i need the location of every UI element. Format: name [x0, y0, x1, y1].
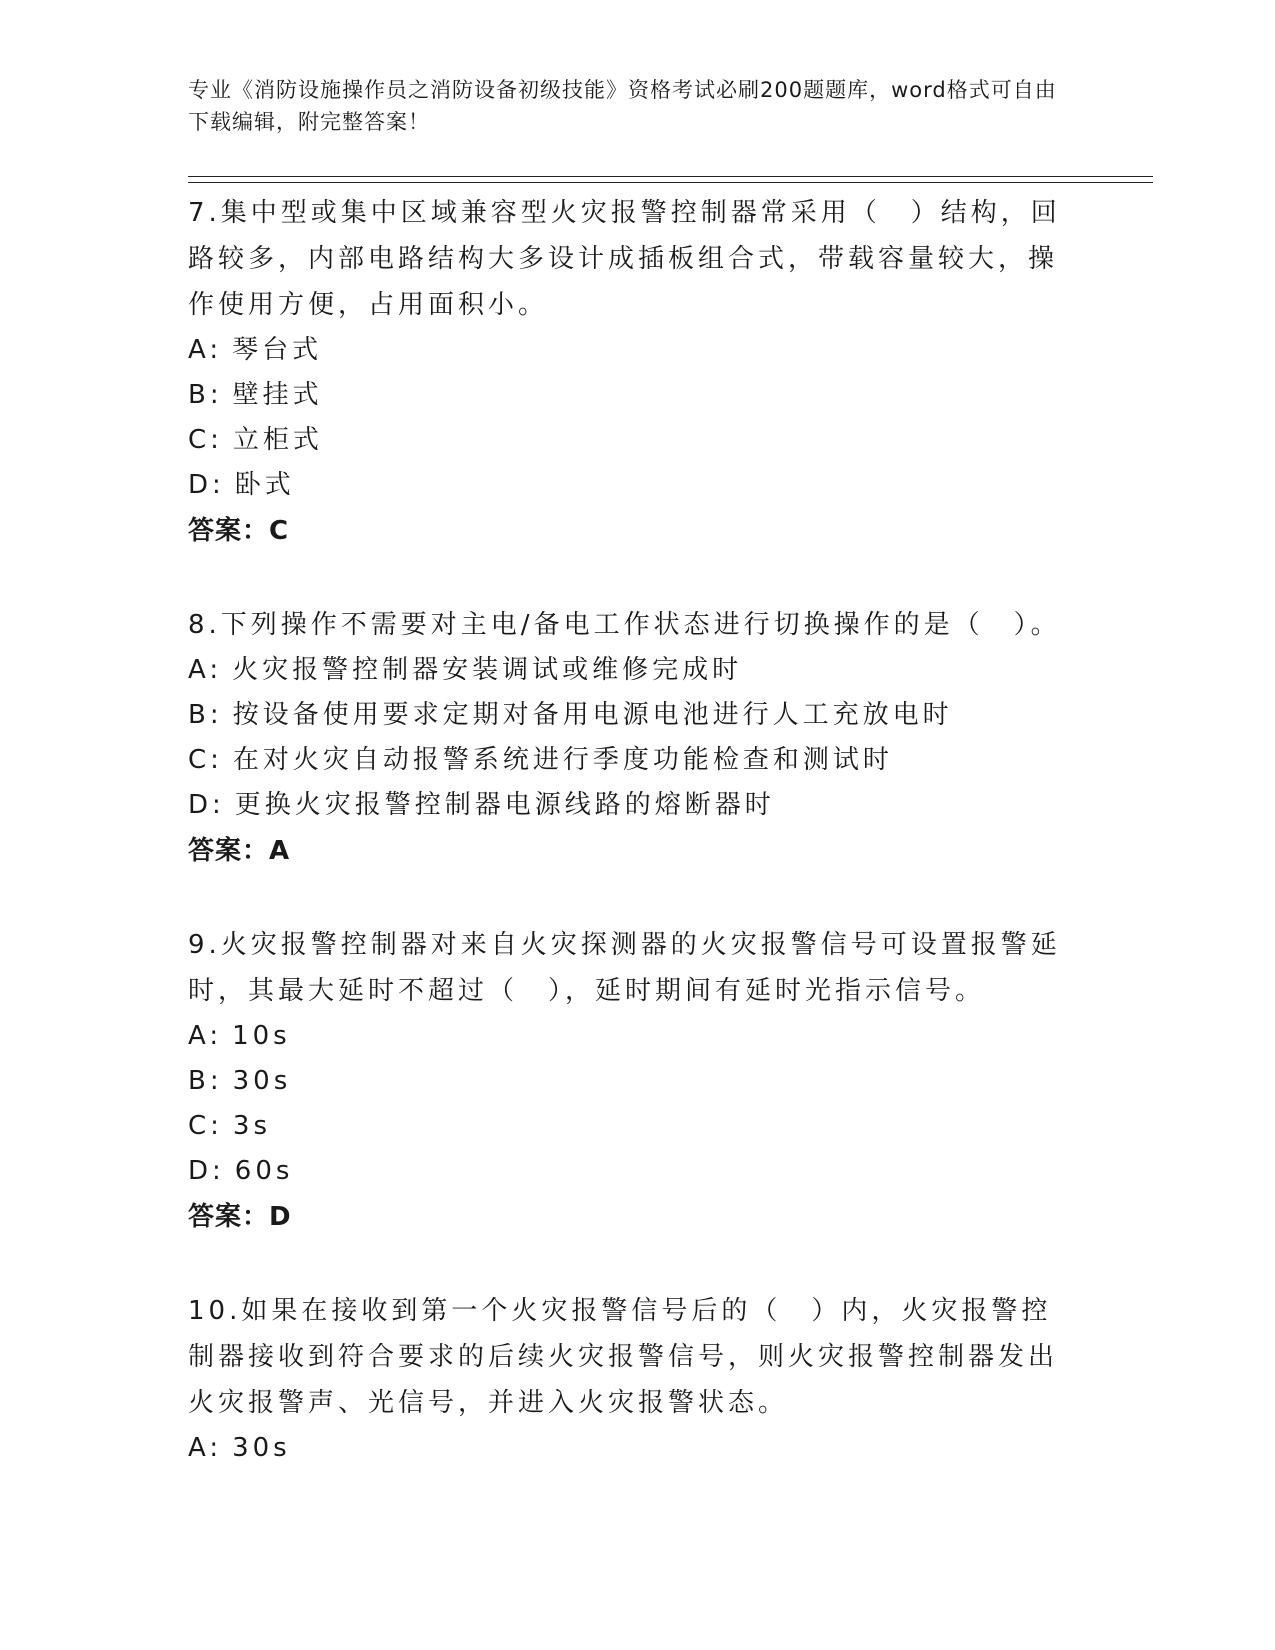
option-a: [188, 328, 1068, 373]
option-key: A:: [188, 335, 223, 365]
option-b: [188, 373, 1068, 418]
option-key: B:: [188, 1066, 223, 1096]
option-text: 卧式: [234, 470, 295, 500]
option-key: D:: [188, 470, 225, 500]
option-key: A:: [188, 1021, 223, 1051]
document-header: 专业《消防设施操作员之消防设备初级技能》资格考试必刷200题题库，word格式可自由下载编辑，附完整答案！: [188, 78, 1057, 134]
header-divider-bottom: [188, 182, 1153, 183]
question-stem: 10.如果在接收到第一个火灾报警信号后的（ ）内，火灾报警控制器接收到符合要求的后续火灾报警信号，则火灾报警控制器发出火灾报警声、光信号，并进入火灾报警状态。: [188, 1296, 1059, 1418]
question-item: [188, 602, 1068, 874]
option-text: 60s: [234, 1156, 294, 1186]
option-text: 10s: [232, 1021, 291, 1051]
option-d: [188, 463, 1068, 508]
option-key: C:: [188, 745, 223, 775]
option-d: [188, 783, 1068, 828]
option-key: C:: [188, 425, 223, 455]
option-text: 琴台式: [232, 335, 323, 365]
answer-line: 答案：C: [188, 516, 290, 546]
question-item: [188, 922, 1068, 1240]
option-b: [188, 1059, 1068, 1104]
option-text: 火灾报警控制器安装调试或维修完成时: [232, 655, 743, 685]
option-text: 30s: [232, 1433, 291, 1463]
question-list: [188, 190, 1068, 1519]
question-item: [188, 190, 1068, 554]
option-c: [188, 1104, 1068, 1149]
option-a: [188, 1014, 1068, 1059]
option-key: D:: [188, 790, 225, 820]
option-d: [188, 1149, 1068, 1194]
option-key: B:: [188, 380, 223, 410]
question-stem: 8.下列操作不需要对主电/备电工作状态进行切换操作的是（ ）。: [188, 610, 1061, 640]
header-divider-top: [188, 176, 1153, 177]
option-key: A:: [188, 1433, 223, 1463]
option-c: [188, 418, 1068, 463]
option-text: 壁挂式: [232, 380, 323, 410]
question-item: [188, 1288, 1068, 1471]
question-stem: 9.火灾报警控制器对来自火灾探测器的火灾报警信号可设置报警延时，其最大延时不超过（ ），延时期间有延时光指示信号。: [188, 930, 1061, 1006]
question-stem: 7.集中型或集中区域兼容型火灾报警控制器常采用（ ）结构，回路较多，内部电路结构大多设计成插板组合式，带载容量较大，操作使用方便，占用面积小。: [188, 198, 1061, 320]
option-b: [188, 693, 1068, 738]
option-text: 更换火灾报警控制器电源线路的熔断器时: [234, 790, 775, 820]
option-text: 在对火灾自动报警系统进行季度功能检查和测试时: [232, 745, 893, 775]
option-a: [188, 648, 1068, 693]
option-key: D:: [188, 1156, 225, 1186]
option-c: [188, 738, 1068, 783]
answer-line: 答案：A: [188, 836, 291, 866]
option-text: 3s: [232, 1111, 272, 1141]
option-a: [188, 1426, 1068, 1471]
option-key: A:: [188, 655, 223, 685]
option-text: 立柜式: [232, 425, 323, 455]
option-key: B:: [188, 700, 223, 730]
option-key: C:: [188, 1111, 223, 1141]
option-text: 30s: [232, 1066, 292, 1096]
answer-line: 答案：D: [188, 1202, 292, 1232]
option-text: 按设备使用要求定期对备用电源电池进行人工充放电时: [232, 700, 953, 730]
